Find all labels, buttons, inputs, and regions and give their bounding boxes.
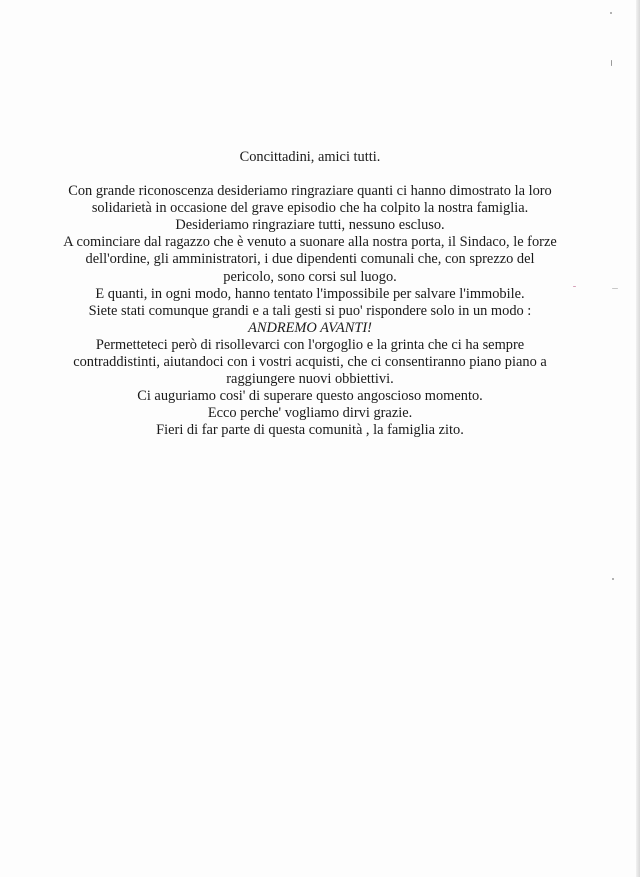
letter-line: Permetteteci però di risollevarci con l'orgoglio e la grinta che ci ha sempre (95, 336, 525, 353)
scan-speck (610, 12, 612, 14)
letter-line: solidarietà in occasione del grave episodio che ha colpito la nostra famiglia. (91, 200, 529, 217)
letter-line: Desideriamo ringraziare tutti, nessuno escluso. (175, 217, 445, 234)
letter-line: contraddistinti, aiutandoci con i vostri acquisti, che ci consentiranno piano piano a (73, 354, 547, 371)
letter-greeting: Concittadini, amici tutti. (239, 149, 381, 165)
letter-signature: Fieri di far parte di questa comunità , la famiglia zito. (156, 422, 464, 439)
letter-line: Ecco perche' vogliamo dirvi grazie. (207, 405, 413, 422)
letter-line: pericolo, sono corsi sul luogo. (223, 268, 397, 285)
scan-speck (612, 578, 614, 580)
letter-line: A cominciare dal ragazzo che è venuto a suonare alla nostra porta, il Sindaco, le forze (63, 234, 557, 251)
scan-speck (611, 60, 612, 66)
letter-line: Ci auguriamo cosi' di superare questo angoscioso momento. (137, 388, 483, 405)
letter-line: raggiungere nuovi obbiettivi. (226, 371, 394, 388)
letter-line: Con grande riconoscenza desideriamo ringraziare quanti ci hanno dimostrato la loro (68, 183, 552, 200)
letter-body (40, 149, 580, 440)
letter-line: E quanti, in ogni modo, hanno tentato l'impossibile per salvare l'immobile. (95, 285, 525, 302)
scan-edge-shadow (636, 0, 640, 877)
scan-speck (612, 288, 618, 289)
letter-paragraph (40, 183, 580, 439)
letter-line: Siete stati comunque grandi e a tali gesti si puo' rispondere solo in un modo : (88, 302, 532, 319)
letter-motto: ANDREMO AVANTI! (248, 319, 372, 336)
letter-line: dell'ordine, gli amministratori, i due dipendenti comunali che, con sprezzo del (85, 251, 535, 268)
